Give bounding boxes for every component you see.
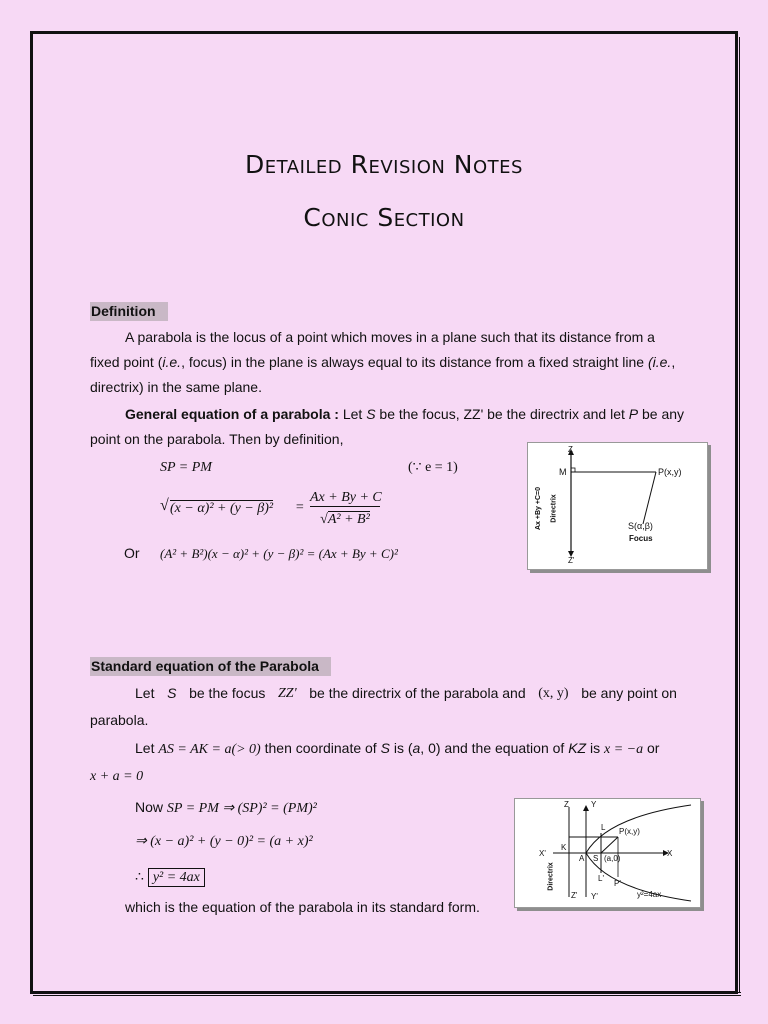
a-zero-label: (a,0) xyxy=(604,854,621,863)
fraction-denominator: √A² + B² xyxy=(320,512,370,527)
equals-sign: = xyxy=(295,500,305,515)
directrix-label: Directrix xyxy=(550,494,558,523)
equation-eccentricity-note: (∵ e = 1) xyxy=(408,460,458,475)
page-border-right-double xyxy=(736,37,740,992)
x-label: X xyxy=(667,849,673,858)
standard-equation-heading: Standard equation of the Parabola xyxy=(90,657,331,676)
k-label: K xyxy=(561,843,567,852)
figure-standard-parabola xyxy=(514,798,701,908)
y-axis-arrow xyxy=(583,805,589,811)
p-prime-label: P' xyxy=(614,879,621,888)
definition-para-line1: A parabola is the locus of a point which moves in a plane such that its distance from a xyxy=(125,329,655,345)
standard-line4: x + a = 0 xyxy=(90,769,144,784)
z-label: Z xyxy=(564,800,569,809)
line-equation-label: Ax +By +C=0 xyxy=(535,487,542,530)
sqrt-sign-icon: √ xyxy=(160,497,169,514)
l-label: L xyxy=(601,823,606,832)
general-equation-line2: point on the parabola. Then by definition, xyxy=(90,431,344,447)
p-label: P(x,y) xyxy=(658,467,682,477)
or-label: Or xyxy=(124,545,140,561)
z-prime-label: Z' xyxy=(571,891,578,900)
directrix-label: Directrix xyxy=(547,862,555,891)
page-title: Detailed Revision Notes xyxy=(245,150,523,179)
definition-heading: Definition xyxy=(90,302,168,321)
figure-general-parabola xyxy=(527,442,708,570)
parabola-equation-label: y²=4ax xyxy=(637,890,662,899)
fraction-numerator: Ax + By + C xyxy=(310,490,382,505)
y-prime-label: Y' xyxy=(591,892,598,901)
ps-line xyxy=(601,837,618,853)
result-line: ∴ y² = 4ax xyxy=(135,864,205,890)
final-statement: which is the equation of the parabola in its standard form. xyxy=(125,899,480,915)
standard-line3: Let AS = AK = a(> 0) then coordinate of S is (a, 0) and the equation of KZ is x = −a or xyxy=(135,740,660,757)
z-top-label: Z xyxy=(568,445,573,454)
equation-sp-pm: SP = PM xyxy=(160,460,212,475)
ps-line xyxy=(643,472,656,524)
x-prime-label: X' xyxy=(539,849,546,858)
focus-label: Focus xyxy=(629,534,653,543)
definition-para-line3: directrix) in the same plane. xyxy=(90,379,262,395)
equation-general-parabola: (A² + B²)(x − α)² + (y − β)² = (Ax + By + C)² xyxy=(160,546,398,561)
s-label: S(α,β) xyxy=(628,521,653,531)
m-label: M xyxy=(559,467,567,477)
definition-para-line2: fixed point (i.e., focus) in the plane is always equal to its distance from a fixed straight line (i.e., xyxy=(90,354,676,370)
sqrt-content: (x − α)² + (y − β)² xyxy=(170,501,274,516)
general-equation-line1: General equation of a parabola : Let S be the focus, ZZ' be the directrix and let P be any xyxy=(125,406,685,422)
p-label: P(x,y) xyxy=(619,827,640,836)
z-bottom-label: Z' xyxy=(568,556,575,565)
l-prime-label: L' xyxy=(598,874,604,883)
a-label: A xyxy=(579,854,585,863)
boxed-result: y² = 4ax xyxy=(148,868,205,887)
standard-line1: Let S be the focus ZZ' be the directrix of the parabola and (x, y) be any point on xyxy=(135,685,677,701)
now-line: Now SP = PM ⇒ (SP)² = (PM)² xyxy=(135,799,317,816)
step2-equation: ⇒ (x − a)² + (y − 0)² = (a + x)² xyxy=(135,834,313,849)
standard-line2: parabola. xyxy=(90,712,149,728)
y-label: Y xyxy=(591,800,597,809)
page-subtitle: Conic Section xyxy=(303,203,465,232)
s-label: S xyxy=(593,854,599,863)
page-border-bottom-double xyxy=(33,992,741,996)
equation-distance-form xyxy=(160,490,380,535)
